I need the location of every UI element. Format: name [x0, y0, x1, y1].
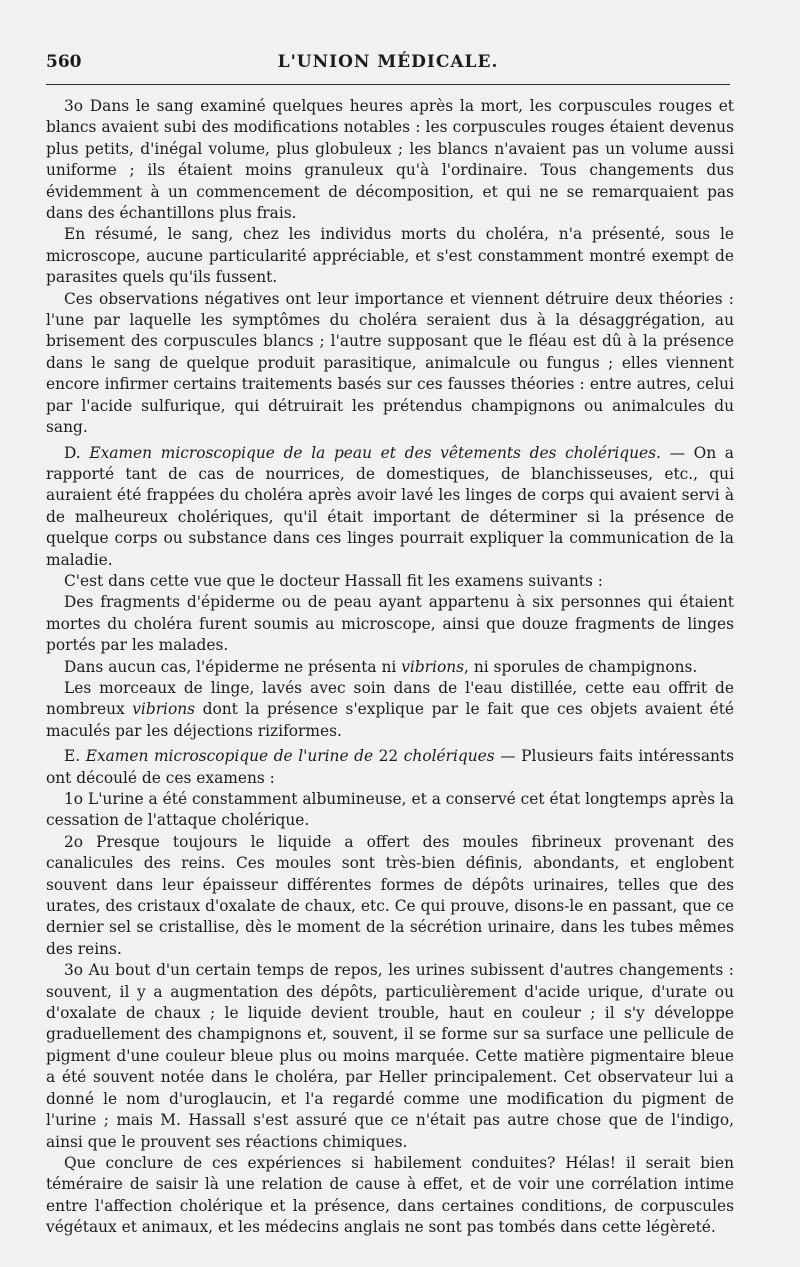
- section-e-label: E.: [64, 747, 81, 766]
- section-e-title-a: Examen microscopique de l'urine de: [85, 747, 374, 766]
- section-e-title-b: cholériques: [403, 747, 495, 766]
- section-d-text: — On a rapporté tant de cas de nourrices, de domestiques, de blanchisseuses, etc., qui auraient été frappées du choléra après avoir lavé les linges de corps qui avaient servi à de malheureux cholériques, qu'il était important de déterminer si la présence de quelque corps ou substance dans ces linges pourrait expliquer la communication de la maladie.: [46, 443, 734, 569]
- paragraph: 3o Dans le sang examiné quelques heures après la mort, les corpuscules rouges et blancs avaient subi des modifications notables : les corpuscules rouges étaient devenus plus petits, d'inégal volume, plus globuleux ; les blancs n'avaient pas un volume aussi uniforme ; ils étaient moins granuleux qu'à l'ordinaire. Tous changements dus évidemment à un commencement de décomposition, et qui ne se remarquaient pas dans des échantillons plus frais.: [46, 97, 734, 223]
- paragraph-vibrions-2: [46, 678, 734, 742]
- paragraph: 3o Au bout d'un certain temps de repos, les urines subissent d'autres changements : souvent, il y a augmentation des dépôts, particulièrement d'acide urique, d'urate ou d'oxalate de chaux ; le liquide devient trouble, haut en couleur ; il s'y développe graduellement des champignons et, souvent, il se forme sur sa surface une pellicule de pigment d'une couleur bleue plus ou moins marquée. Cette matière pigmentaire bleue a été souvent notée dans le choléra, par Heller principalement. Cet observateur lui a donné le nom d'uroglaucin, et l'a regardé comme une modification du pigment de l'urine ; mais M. Hassall s'est assuré que ce n'était pas autre chose que de l'indigo, ainsi que le prouvent ses réactions chimiques.: [46, 961, 734, 1151]
- section-e-paragraph: [46, 746, 734, 789]
- section-d-paragraph: [46, 443, 734, 571]
- paragraph: Des fragments d'épiderme ou de peau ayant appartenu à six personnes qui étaient mortes du choléra furent soumis au microscope, ainsi que douze fragments de linges portés par les malades.: [46, 593, 734, 655]
- paragraph: 2o Presque toujours le liquide a offert des moules fibrineux provenant des canalicules des reins. Ces moules sont très-bien définis, abondants, et englobent souvent dans leur épaisseur différentes formes de dépôts urinaires, telles que des urates, des cristaux d'oxalate de chaux, etc. Ce qui prouve, disons-le en passant, que ce dernier sel se cristallise, dès le moment de la sécrétion urinaire, dans les tubes mêmes des reins.: [46, 832, 734, 958]
- section-d-title: Examen microscopique de la peau et des vêtements des cholériques.: [89, 443, 661, 462]
- section-d-label: D.: [64, 443, 81, 462]
- italic-term: vibrions: [132, 700, 196, 719]
- paragraph: En résumé, le sang, chez les individus morts du choléra, n'a présenté, sous le microscope, aucune particularité appréciable, et s'est constamment montré exempt de parasites quels qu'ils fussent.: [46, 225, 734, 287]
- section-e-text: — Plusieurs faits intéressants ont découlé de ces examens :: [46, 747, 734, 787]
- paragraph-vibrions-1: [46, 657, 734, 678]
- text-run: , ni sporules de champignons.: [464, 657, 698, 676]
- text-run: dont la présence s'explique par le fait que ces objets avaient été maculés par les déjections riziformes.: [46, 700, 734, 740]
- header-rule: [46, 84, 730, 85]
- paragraph: 1o L'urine a été constamment albumineuse, et a conservé cet état longtemps après la cessation de l'attaque cholérique.: [46, 790, 734, 830]
- running-head: L'UNION MÉDICALE.: [277, 52, 499, 72]
- page-body: [46, 96, 734, 1239]
- text-run: Dans aucun cas, l'épiderme ne présenta ni: [64, 657, 402, 676]
- paragraph: Que conclure de ces expériences si habilement conduites? Hélas! il serait bien téméraire de saisir là une relation de cause à effet, et de voir une corrélation intime entre l'affection cholérique et la présence, dans certaines conditions, de corpuscules végétaux et animaux, et les médecins anglais ne sont pas tombés dans cette légèreté.: [46, 1153, 734, 1237]
- italic-term: vibrions: [401, 657, 465, 676]
- paragraph: C'est dans cette vue que le docteur Hassall fit les examens suivants :: [64, 571, 603, 590]
- page-number: 560: [46, 52, 82, 72]
- page-header: [46, 50, 730, 76]
- paragraph: Ces observations négatives ont leur importance et viennent détruire deux théories : l'une par laquelle les symptômes du choléra seraient dus à la désaggrégation, au brisement des corpuscules blancs ; l'autre supposant que le fléau est dû à la présence dans le sang de quelque produit parasitique, animalcule ou fungus ; elles viennent encore infirmer certains traitements basés sur ces fausses théories : entre autres, celui par l'acide sulfurique, qui détruirait les prétendus champignons ou animalcules du sang.: [46, 289, 734, 437]
- text-run: Les morceaux de linge, lavés avec soin dans de l'eau distillée, cette eau offrit de nombreux: [46, 678, 734, 719]
- section-e-title-num: 22: [373, 747, 404, 766]
